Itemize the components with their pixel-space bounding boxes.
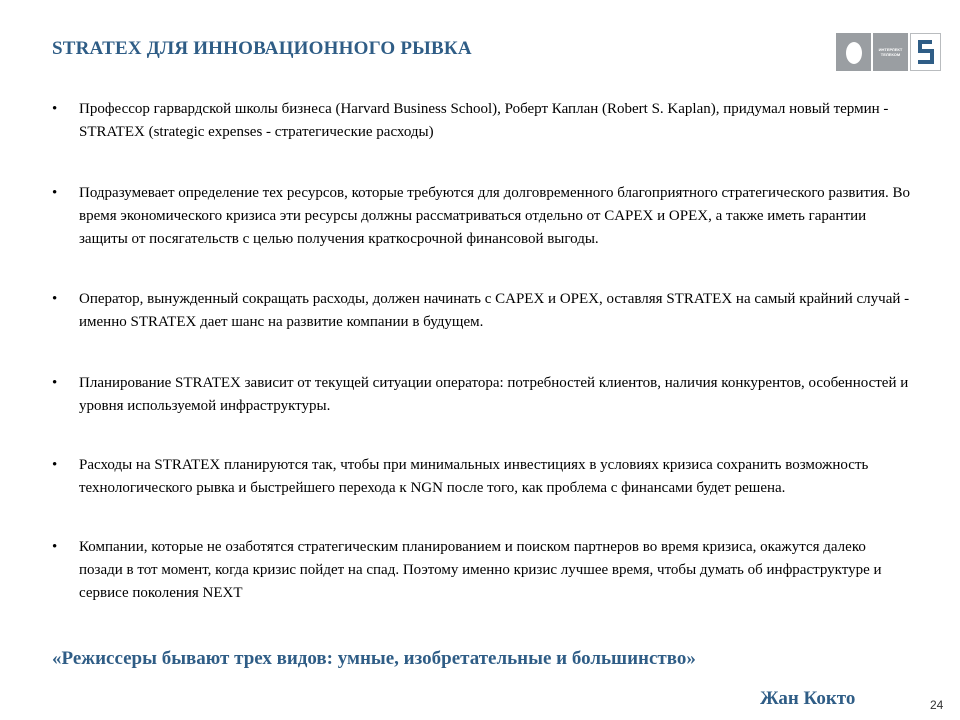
bullet-text: Компании, которые не озаботятся стратегическим планированием и поиском партнеров во время кризиса, окажутся далеко позади в тот момент, когда кризис пойдет на спад. Поэтому именно кризис лучшее время, чтобы думать об инфраструктуре и сервисе поколения NEXT [79, 539, 882, 601]
bullet-item [52, 536, 912, 605]
quote-author: Жан Кокто [760, 688, 856, 709]
logo-text-line2: ТЕЛЕКОМ [880, 52, 901, 57]
bullet-item [52, 182, 912, 251]
bullet-text: Оператор, вынужденный сокращать расходы, должен начинать с CAPEX и OPEX, оставляя STRATEX на самый крайний случай - именно STRATEX дает шанс на развитие компании в будущем. [79, 291, 910, 330]
logo-text-block [873, 33, 908, 71]
bullet-item [52, 372, 912, 418]
bullet-text: Подразумевает определение тех ресурсов, которые требуются для долговременного благоприятного стратегического развития. Во время экономического кризиса эти ресурсы должны рассматриваться отдельно от CAPEX и OPEX, а также иметь гарантии защиты от посягательств с целью получения краткосрочной финансовой выгоды. [79, 185, 911, 247]
company-logo [836, 33, 941, 71]
bullet-item [52, 98, 912, 144]
bullet-text: Расходы на STRATEX планируются так, чтобы при минимальных инвестициях в условиях кризиса сохранить возможность технологического рывка и быстрейшего перехода к NGN после того, как проблема с финансами будет решена. [79, 457, 869, 496]
logo-text-line1: ИНТЕРЛЕКТ [878, 47, 903, 52]
bullet-item [52, 454, 912, 500]
slide-title: STRATEX ДЛЯ ИННОВАЦИОННОГО РЫВКА [52, 38, 472, 59]
quote-text: «Режиссеры бывают трех видов: умные, изобретательные и большинство» [52, 648, 696, 669]
bullet-text: Профессор гарвардской школы бизнеса (Harvard Business School), Роберт Каплан (Robert S. Kaplan), придумал новый термин - STRATEX (strategic expenses - стратегические расходы) [79, 101, 889, 140]
bullet-dot: • [52, 101, 58, 117]
egg-logo-icon [836, 33, 871, 71]
bullet-list [52, 98, 912, 605]
bullet-dot: • [52, 457, 58, 473]
bullet-dot: • [52, 185, 58, 201]
page-number: 24 [930, 698, 944, 712]
s-logo-icon [910, 33, 941, 71]
bullet-dot: • [52, 375, 58, 391]
bullet-item [52, 288, 912, 334]
bullet-text: Планирование STRATEX зависит от текущей ситуации оператора: потребностей клиентов, наличия конкурентов, особенностей и уровня используемой инфраструктуры. [79, 375, 909, 414]
bullet-dot: • [52, 539, 58, 555]
bullet-dot: • [52, 291, 58, 307]
